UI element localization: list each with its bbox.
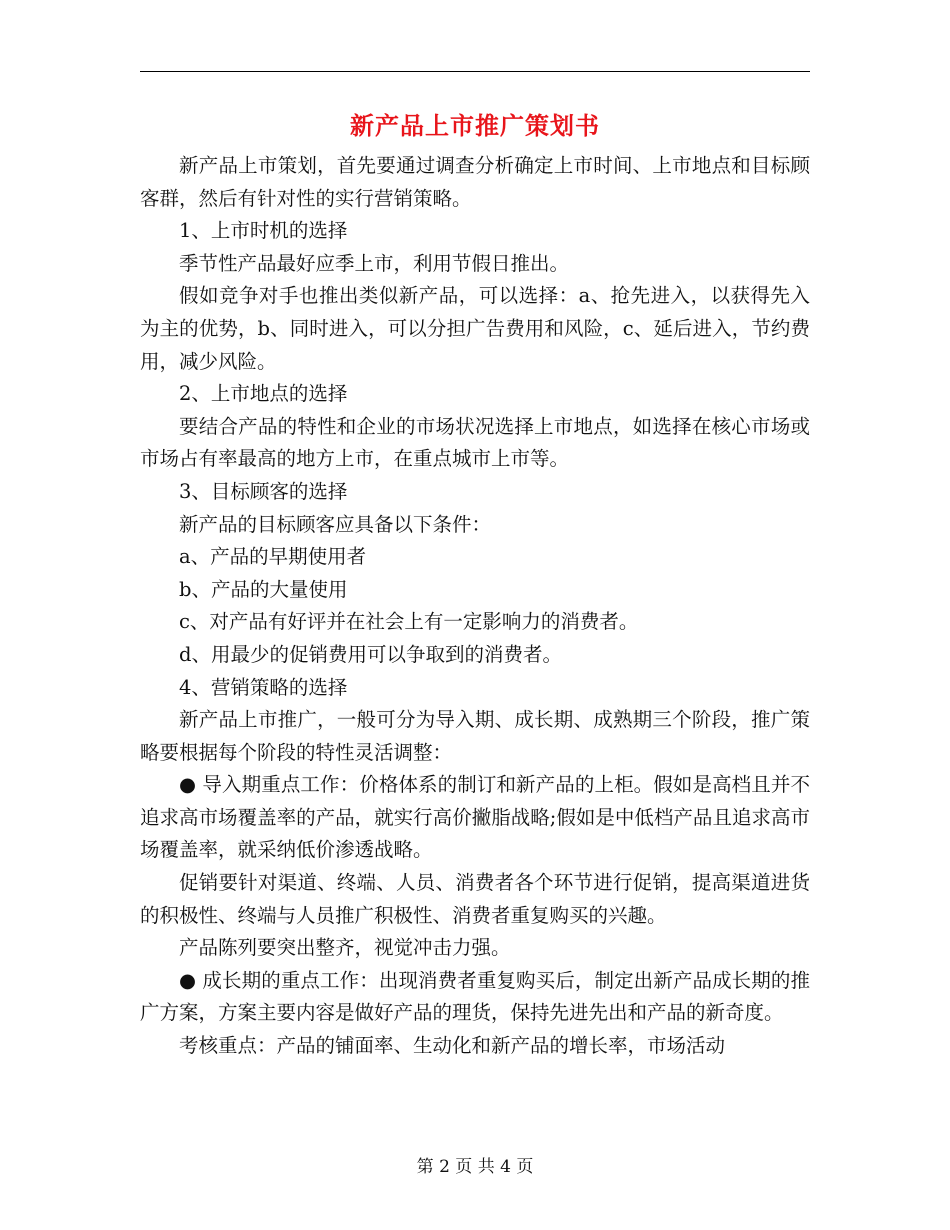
section-heading: 2、上市地点的选择 <box>179 382 348 406</box>
paragraph: 季节性产品最好应季上市，利用节假日推出。 <box>179 251 570 275</box>
list-item: d、用最少的促销费用可以争取到的消费者。 <box>179 642 562 666</box>
section-heading: 3、目标顾客的选择 <box>179 479 348 503</box>
paragraph: 新产品的目标顾客应具备以下条件： <box>179 512 492 536</box>
list-item: a、产品的早期使用者 <box>179 545 367 569</box>
paragraph: 促销要针对渠道、终端、人员、消费者各个环节进行促销，提高渠道进货的积极性、终端与人员推广积极性、消费者重复购买的兴趣。 <box>140 871 810 927</box>
document-title: 新产品上市推广策划书 <box>350 111 600 140</box>
page-number-footer: 第 2 页 共 4 页 <box>416 1157 534 1177</box>
list-item: b、产品的大量使用 <box>179 577 348 601</box>
paragraph: 考核重点：产品的铺面率、生动化和新产品的增长率，市场活动 <box>179 1034 726 1058</box>
bullet-paragraph: ● 导入期重点工作：价格体系的制订和新产品的上柜。假如是高档且并不追求高市场覆盖率的产品，就实行高价撇脂战略;假如是中低档产品且追求高市场覆盖率，就采纳低价渗透战略。 <box>140 773 810 862</box>
section-heading: 1、上市时机的选择 <box>179 219 348 243</box>
paragraph: 新产品上市推广，一般可分为导入期、成长期、成熟期三个阶段，推广策略要根据每个阶段的特性灵活调整： <box>140 708 810 764</box>
bullet-paragraph: ● 成长期的重点工作：出现消费者重复购买后，制定出新产品成长期的推广方案，方案主要内容是做好产品的理货，保持先进先出和产品的新奇度。 <box>140 968 810 1025</box>
paragraph: 新产品上市策划，首先要通过调查分析确定上市时间、上市地点和目标顾客群，然后有针对性的实行营销策略。 <box>140 154 810 210</box>
document-body <box>140 150 810 1063</box>
header-rule <box>140 71 810 72</box>
paragraph: 产品陈列要突出整齐，视觉冲击力强。 <box>179 936 511 960</box>
paragraph: 要结合产品的特性和企业的市场状况选择上市地点，如选择在核心市场或市场占有率最高的地方上市，在重点城市上市等。 <box>140 414 810 471</box>
section-heading: 4、营销策略的选择 <box>179 675 348 699</box>
paragraph: 假如竞争对手也推出类似新产品，可以选择：a、抢先进入，以获得先入为主的优势，b、同时进入，可以分担广告费用和风险，c、延后进入，节约费用，减少风险。 <box>140 284 810 373</box>
list-item: c、对产品有好评并在社会上有一定影响力的消费者。 <box>179 610 639 634</box>
